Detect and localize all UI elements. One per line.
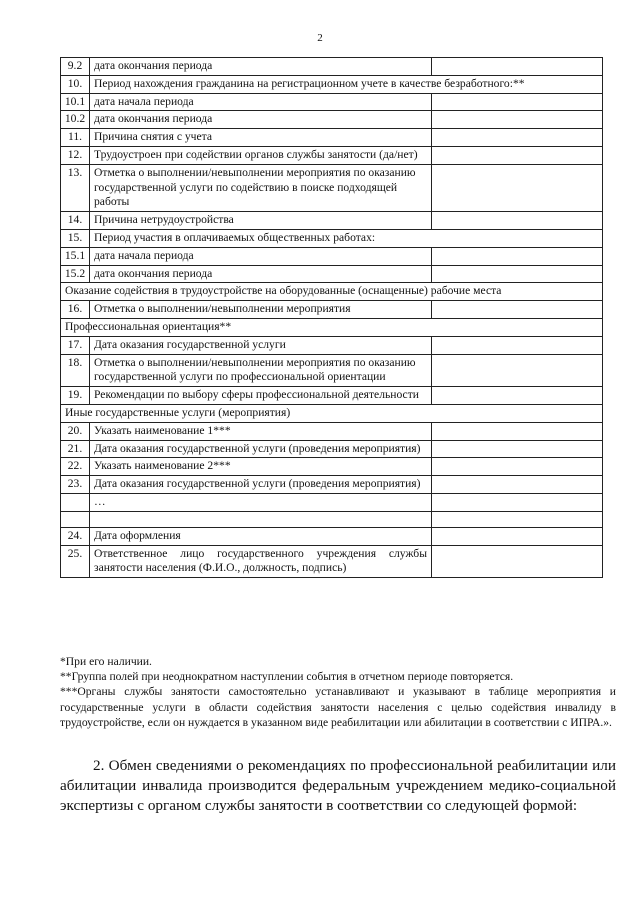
row-label: Причина нетрудоустройства bbox=[90, 212, 432, 230]
row-label: дата начала периода bbox=[90, 247, 432, 265]
table-row bbox=[61, 229, 603, 247]
footnotes bbox=[60, 654, 616, 730]
value-cell[interactable] bbox=[432, 458, 603, 476]
row-label: дата окончания периода bbox=[90, 111, 432, 129]
table-row bbox=[61, 527, 603, 545]
row-number: 16. bbox=[61, 301, 90, 319]
row-number: 9.2 bbox=[61, 58, 90, 76]
row-number: 15.1 bbox=[61, 247, 90, 265]
table-row bbox=[61, 493, 603, 511]
value-cell[interactable] bbox=[432, 111, 603, 129]
table-row bbox=[61, 404, 603, 422]
row-number: 21. bbox=[61, 440, 90, 458]
table-row bbox=[61, 111, 603, 129]
row-label: дата окончания периода bbox=[90, 265, 432, 283]
table-row bbox=[61, 318, 603, 336]
table-row bbox=[61, 336, 603, 354]
value-cell[interactable] bbox=[432, 93, 603, 111]
row-label: Отметка о выполнении/невыполнении мероприятия bbox=[90, 301, 432, 319]
footnote-1: *При его наличии. bbox=[60, 655, 152, 668]
table-row bbox=[61, 265, 603, 283]
table-row bbox=[61, 283, 603, 301]
row-number: 11. bbox=[61, 129, 90, 147]
table-row bbox=[61, 387, 603, 405]
row-number: 25. bbox=[61, 545, 90, 578]
table-row bbox=[61, 93, 603, 111]
value-cell[interactable] bbox=[432, 422, 603, 440]
table-row bbox=[61, 354, 603, 387]
row-label: Дата оказания государственной услуги bbox=[90, 336, 432, 354]
row-label: дата начала периода bbox=[90, 93, 432, 111]
row-label: Рекомендации по выбору сферы профессиональной деятельности bbox=[90, 387, 432, 405]
row-number: 10. bbox=[61, 75, 90, 93]
section-heading: Иные государственные услуги (мероприятия) bbox=[61, 404, 603, 422]
table-body bbox=[61, 58, 603, 578]
row-label: Указать наименование 1*** bbox=[90, 422, 432, 440]
row-number: 10.1 bbox=[61, 93, 90, 111]
row-label: Отметка о выполнении/невыполнении мероприятия по оказанию государственной услуги по профессиональной ориентации bbox=[90, 354, 432, 387]
row-number: 22. bbox=[61, 458, 90, 476]
section-heading: Оказание содействия в трудоустройстве на оборудованные (оснащенные) рабочие места bbox=[61, 283, 603, 301]
row-number: 10.2 bbox=[61, 111, 90, 129]
row-number: 13. bbox=[61, 164, 90, 211]
table-row bbox=[61, 301, 603, 319]
row-number bbox=[61, 511, 90, 527]
value-cell[interactable] bbox=[432, 212, 603, 230]
row-label: Дата оформления bbox=[90, 527, 432, 545]
table-row bbox=[61, 476, 603, 494]
row-number: 18. bbox=[61, 354, 90, 387]
value-cell[interactable] bbox=[432, 387, 603, 405]
row-label: Ответственное лицо государственного учреждения службы занятости населения (Ф.И.О., должность, подпись) bbox=[90, 545, 432, 578]
section-heading: Профессиональная ориентация** bbox=[61, 318, 603, 336]
value-cell[interactable] bbox=[432, 527, 603, 545]
row-label: … bbox=[90, 493, 432, 511]
value-cell[interactable] bbox=[432, 265, 603, 283]
value-cell[interactable] bbox=[432, 440, 603, 458]
row-number: 23. bbox=[61, 476, 90, 494]
table-row bbox=[61, 458, 603, 476]
row-number bbox=[61, 493, 90, 511]
row-number: 14. bbox=[61, 212, 90, 230]
value-cell[interactable] bbox=[432, 511, 603, 527]
row-number: 17. bbox=[61, 336, 90, 354]
value-cell[interactable] bbox=[432, 545, 603, 578]
table-row bbox=[61, 440, 603, 458]
value-cell[interactable] bbox=[432, 493, 603, 511]
row-number: 15.2 bbox=[61, 265, 90, 283]
body-paragraph: 2. Обмен сведениями о рекомендациях по профессиональной реабилитации или абилитации инвалида производится федеральным учреждением медико-социальной экспертизы с органом службы занятости в соответствии со следующей формой: bbox=[60, 757, 616, 814]
value-cell[interactable] bbox=[432, 129, 603, 147]
table-row bbox=[61, 212, 603, 230]
row-label: дата окончания периода bbox=[90, 58, 432, 76]
row-label: Период участия в оплачиваемых общественных работах: bbox=[90, 229, 603, 247]
row-number: 19. bbox=[61, 387, 90, 405]
value-cell[interactable] bbox=[432, 301, 603, 319]
footnote-2: **Группа полей при неоднократном наступлении события в отчетном периоде повторяется. bbox=[60, 670, 514, 684]
table-row bbox=[61, 164, 603, 211]
table-row bbox=[61, 129, 603, 147]
table-row bbox=[61, 545, 603, 578]
row-label: Период нахождения гражданина на регистрационном учете в качестве безработного:** bbox=[90, 75, 603, 93]
table-row bbox=[61, 58, 603, 76]
table-row bbox=[61, 422, 603, 440]
row-number: 20. bbox=[61, 422, 90, 440]
row-label: Указать наименование 2*** bbox=[90, 458, 432, 476]
row-label: Трудоустроен при содействии органов службы занятости (да/нет) bbox=[90, 146, 432, 164]
table-row bbox=[61, 146, 603, 164]
row-label: Дата оказания государственной услуги (проведения мероприятия) bbox=[90, 440, 432, 458]
value-cell[interactable] bbox=[432, 58, 603, 76]
value-cell[interactable] bbox=[432, 247, 603, 265]
footnote-3: ***Органы службы занятости самостоятельно устанавливают и указывают в таблице мероприятия и государственные услуги в области содействия занятости населения с целью содействия инвалиду в трудоустройстве, если он нуждается в указанном виде реабилитации или абилитации в соответствии с ИПРА.». bbox=[60, 685, 616, 729]
table-row bbox=[61, 247, 603, 265]
form-table bbox=[60, 57, 603, 578]
table-row bbox=[61, 511, 603, 527]
row-label: Дата оказания государственной услуги (проведения мероприятия) bbox=[90, 476, 432, 494]
row-label: Причина снятия с учета bbox=[90, 129, 432, 147]
value-cell[interactable] bbox=[432, 146, 603, 164]
table-row bbox=[61, 75, 603, 93]
row-label bbox=[90, 511, 432, 527]
value-cell[interactable] bbox=[432, 354, 603, 387]
row-number: 12. bbox=[61, 146, 90, 164]
value-cell[interactable] bbox=[432, 476, 603, 494]
page-number: 2 bbox=[317, 32, 323, 44]
row-number: 24. bbox=[61, 527, 90, 545]
value-cell[interactable] bbox=[432, 164, 603, 211]
value-cell[interactable] bbox=[432, 336, 603, 354]
row-label: Отметка о выполнении/невыполнении мероприятия по оказанию государственной услуги по содействию в поиске подходящей работы bbox=[90, 164, 432, 211]
row-number: 15. bbox=[61, 229, 90, 247]
